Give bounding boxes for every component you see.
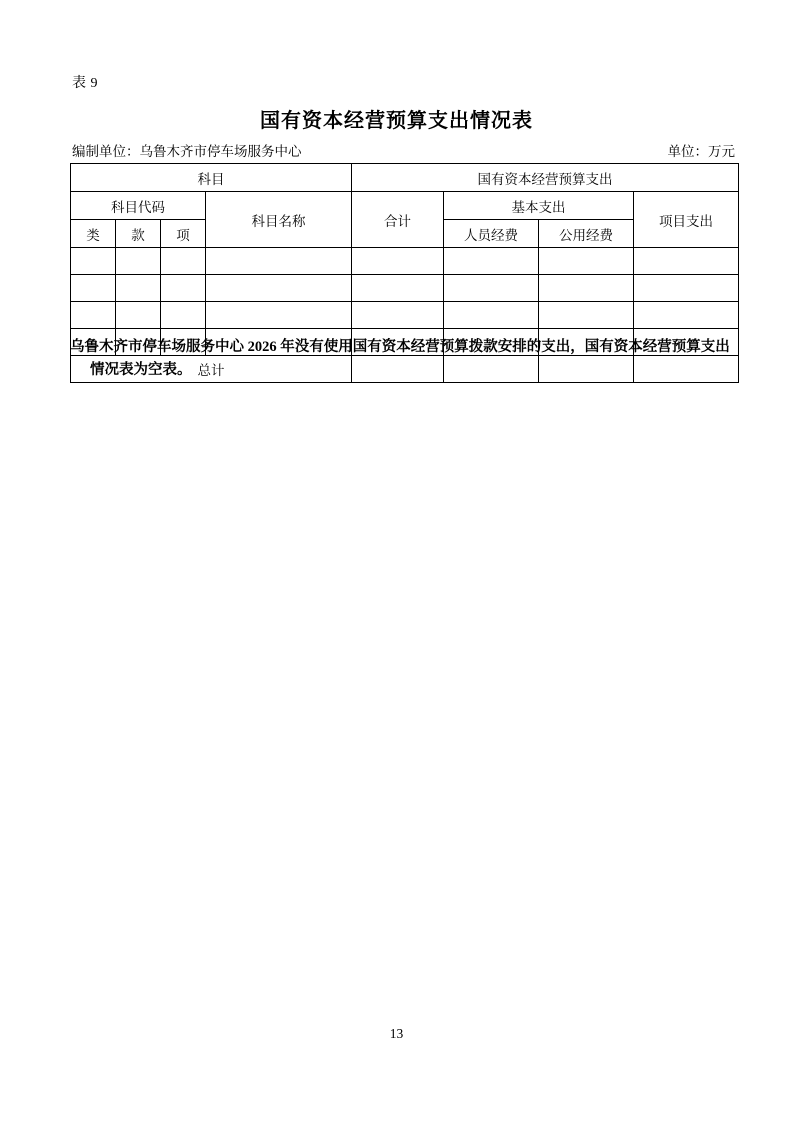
cell-code-class <box>71 248 116 275</box>
cell-code-item <box>161 248 206 275</box>
header-code-class: 类 <box>71 220 116 248</box>
header-total: 合计 <box>352 192 444 248</box>
meta-row <box>72 140 735 160</box>
cell-code-section <box>116 248 161 275</box>
table-note <box>70 336 740 382</box>
cell-personnel-funds <box>444 248 539 275</box>
table-header-row-1 <box>71 164 739 192</box>
header-personnel-funds: 人员经费 <box>444 220 539 248</box>
header-subject-group: 科目 <box>71 164 352 192</box>
page-number: 13 <box>389 1026 404 1041</box>
page-title: 国有资本经营预算支出情况表 <box>260 110 533 132</box>
cell-subject-name <box>206 248 352 275</box>
header-subject-name: 科目名称 <box>206 192 352 248</box>
cell-total <box>352 275 444 302</box>
cell-code-section <box>116 302 161 329</box>
total-label: 总计 <box>71 356 352 383</box>
cell-project-expenditure <box>634 302 739 329</box>
header-code-item: 项 <box>161 220 206 248</box>
cell-code-class <box>71 302 116 329</box>
cell-code-item <box>161 302 206 329</box>
cell-project-expenditure <box>634 248 739 275</box>
cell-public-funds <box>539 302 634 329</box>
prepared-by-label: 编制单位：乌鲁木齐市停车场服务中心 <box>72 144 302 159</box>
table-label: 表 9 <box>72 76 98 91</box>
cell-total <box>352 302 444 329</box>
cell-public-funds <box>539 248 634 275</box>
table-row <box>71 302 739 329</box>
header-public-funds: 公用经费 <box>539 220 634 248</box>
cell-project-expenditure <box>634 275 739 302</box>
header-code-group: 科目代码 <box>71 192 206 220</box>
cell-personnel-funds <box>444 275 539 302</box>
table-row <box>71 275 739 302</box>
header-expenditure-group: 国有资本经营预算支出 <box>352 164 739 192</box>
table-header-row-2 <box>71 192 739 220</box>
note-line-2: 情况表为空表。 <box>90 362 192 379</box>
header-project-expenditure: 项目支出 <box>634 192 739 248</box>
note-line-1: 乌鲁木齐市停车场服务中心 2026 年没有使用国有资本经营预算拨款安排的支出，国有资本经营预算支出 <box>70 339 730 355</box>
cell-public-funds <box>539 275 634 302</box>
cell-subject-name <box>206 302 352 329</box>
cell-code-section <box>116 275 161 302</box>
cell-code-class <box>71 275 116 302</box>
header-basic-expenditure: 基本支出 <box>444 192 634 220</box>
header-code-section: 款 <box>116 220 161 248</box>
cell-code-item <box>161 275 206 302</box>
cell-personnel-funds <box>444 302 539 329</box>
table-row <box>71 248 739 275</box>
cell-subject-name <box>206 275 352 302</box>
cell-total <box>352 248 444 275</box>
unit-label: 单位：万元 <box>667 144 735 159</box>
